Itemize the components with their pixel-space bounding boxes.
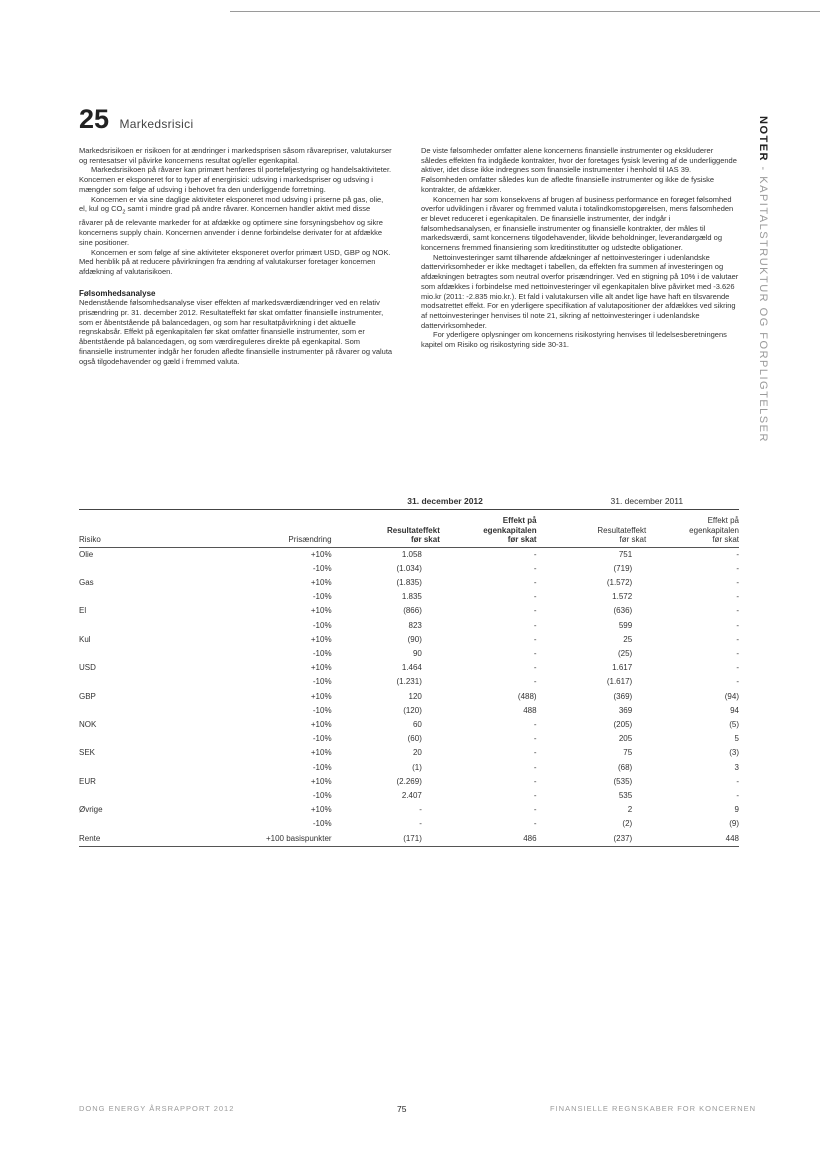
paragraph-text: samt i mindre grad på andre råvarer. Koncernen handler aktivt med disse råvarer på de relevante markeder for at afdække og optimere sine forsyningsbehov og sikre koncernens supply chain. Koncernen anvender i denne forbindelse derivater for at afdække sine positioner. (79, 204, 383, 247)
result-2011-cell: 75 (623, 748, 633, 758)
price-change-cell: -10% (312, 734, 332, 744)
result-2012-cell: - (419, 819, 422, 829)
result-2012-cell: 1.464 (401, 663, 422, 673)
risk-cell (79, 647, 186, 661)
result-2011-header: Resultateffekt før skat (555, 510, 655, 548)
risk-cell (79, 761, 186, 775)
risk-cell: El (79, 606, 87, 616)
equity-2012-cell: 488 (523, 705, 537, 715)
price-change-cell: +10% (310, 748, 332, 758)
price-change-cell: -10% (312, 705, 332, 715)
result-2012-cell: 1.058 (401, 549, 422, 559)
result-2011-cell: (1.572) (606, 577, 633, 587)
right-column (421, 146, 739, 350)
table-row (79, 775, 739, 789)
paragraph-text: Koncernen er via sine daglige aktiviteter eksponeret mod udsving i priserne på gas, olie, el, kul og CO (79, 194, 384, 214)
risk-header: Risiko (79, 510, 186, 548)
equity-2011-cell: (94) (724, 691, 739, 701)
table-row (79, 590, 739, 604)
equity-2012-cell: - (533, 719, 537, 729)
risk-cell: USD (79, 663, 96, 673)
price-change-cell: +10% (310, 663, 332, 673)
equity-2012-cell: - (533, 648, 537, 658)
result-2012-cell: (60) (407, 734, 422, 744)
price-change-cell: -10% (312, 762, 332, 772)
equity-2011-cell: (3) (729, 748, 739, 758)
equity-2011-header: Effekt på egenkapitalen før skat (654, 510, 739, 548)
table-row (79, 576, 739, 590)
result-2012-cell: (1.835) (396, 577, 422, 587)
result-2012-cell: 90 (412, 648, 422, 658)
result-2012-header: Resultateffekt før skat (336, 510, 448, 548)
equity-2011-cell: - (736, 577, 739, 587)
risk-cell: NOK (79, 719, 97, 729)
subheading: Følsomhedsanalyse (79, 288, 156, 298)
risk-cell: Olie (79, 549, 94, 559)
equity-2012-cell: - (533, 734, 537, 744)
left-column (79, 146, 393, 366)
equity-2011-cell: - (736, 563, 739, 573)
price-change-cell: -10% (312, 592, 332, 602)
equity-2011-cell: 9 (734, 805, 739, 815)
price-change-cell: +10% (310, 606, 332, 616)
table-row (79, 547, 739, 562)
equity-2011-cell: - (736, 620, 739, 630)
result-2011-cell: (535) (613, 776, 633, 786)
result-2012-cell: (1.231) (396, 677, 422, 687)
equity-2011-cell: - (736, 606, 739, 616)
price-change-cell: -10% (312, 790, 332, 800)
result-2011-cell: (25) (617, 648, 633, 658)
table-header-row (79, 510, 739, 548)
table-row (79, 817, 739, 831)
equity-2011-cell: (5) (729, 719, 739, 729)
equity-2012-cell: - (533, 606, 537, 616)
risk-cell: GBP (79, 691, 96, 701)
table-row (79, 789, 739, 803)
year-2012-header: 31. december 2012 (336, 493, 555, 510)
result-2012-cell: 1.835 (401, 592, 422, 602)
change-header: Prisændring (186, 510, 335, 548)
price-change-cell: -10% (312, 677, 332, 687)
side-tab (757, 116, 769, 443)
equity-2012-cell: - (533, 776, 537, 786)
equity-2012-cell: - (533, 663, 537, 673)
equity-2012-cell: (488) (517, 691, 537, 701)
price-change-cell: -10% (312, 620, 332, 630)
equity-2011-cell: - (736, 677, 739, 687)
equity-2011-cell: (9) (729, 819, 739, 829)
equity-2012-cell: - (533, 620, 537, 630)
footer-section-title: FINANSIELLE REGNSKABER FOR KONCERNEN (550, 1104, 757, 1113)
price-change-cell: -10% (312, 563, 332, 573)
equity-2012-cell: - (533, 677, 537, 687)
section-heading (79, 104, 193, 135)
equity-2012-cell: - (533, 762, 537, 772)
table-row (79, 746, 739, 760)
equity-2012-cell: 486 (448, 832, 555, 847)
result-2012-cell: 60 (412, 719, 422, 729)
equity-2012-cell: - (533, 634, 537, 644)
table-row (79, 633, 739, 647)
result-2012-cell: (120) (403, 705, 422, 715)
result-2011-cell: (719) (613, 563, 633, 573)
equity-2012-cell: - (533, 819, 537, 829)
result-2011-cell: 535 (618, 790, 633, 800)
table-row (79, 704, 739, 718)
equity-2011-cell: 5 (734, 734, 739, 744)
paragraph: Koncernen er som følge af sine aktiviteter eksponeret overfor primært USD, GBP og NOK. Med henblik på at reducere påvirkningen fra ændring af valutakurser foretager koncernen afdækning af valutarisikoen. (79, 247, 391, 276)
top-rule (230, 11, 820, 12)
result-2011-cell: (1.617) (606, 677, 633, 687)
table-row (79, 562, 739, 576)
table-row (79, 761, 739, 775)
result-2011-cell: 751 (618, 549, 633, 559)
table-row (79, 647, 739, 661)
equity-2012-cell: - (533, 549, 537, 559)
paragraph: De viste følsomheder omfatter alene koncernens finansielle instrumenter og ekskluderer således effekten fra indgåede kontrakter, hvor der foretages fysisk levering af de underliggende aktiver, idet disse ikke indregnes som finansielle instrumenter i henhold til IAS 39. Følsomheden omfatter således kun de afledte finansielle instrumenter og ikke de fysiske kontrakter, de afdækker. (421, 146, 737, 194)
risk-cell (79, 817, 186, 831)
table-row (79, 604, 739, 618)
result-2011-cell: 1.572 (612, 592, 633, 602)
result-2012-cell: 823 (408, 620, 422, 630)
result-2011-cell: (2) (622, 819, 633, 829)
price-change-cell: +10% (310, 805, 332, 815)
table-row (79, 661, 739, 675)
year-2011-header: 31. december 2011 (555, 493, 739, 510)
table-row (79, 832, 739, 847)
table-row (79, 803, 739, 817)
result-2012-cell: (90) (407, 634, 422, 644)
table-year-row (79, 493, 739, 510)
price-change-cell: +10% (310, 634, 332, 644)
result-2011-cell: 1.617 (612, 663, 633, 673)
risk-cell (79, 675, 186, 689)
equity-2011-cell: - (736, 592, 739, 602)
page-number: 75 (397, 1104, 407, 1114)
result-2011-cell: 369 (618, 705, 633, 715)
price-change-cell: +10% (310, 549, 332, 559)
table-row (79, 619, 739, 633)
risk-cell (79, 732, 186, 746)
equity-2011-cell: - (736, 776, 739, 786)
result-2011-cell: (237) (555, 832, 655, 847)
result-2012-cell: (866) (403, 606, 422, 616)
footer-report-title: DONG ENERGY ÅRSRAPPORT 2012 (79, 1104, 235, 1113)
equity-2011-cell: 448 (654, 832, 739, 847)
price-change-cell: +10% (310, 577, 332, 587)
table-row (79, 675, 739, 689)
paragraph: Nettoinvesteringer samt tilhørende afdækninger af nettoinvesteringer i udenlandske dattervirksomheder er ikke medtaget i tabellen, da effekten fra summen af investeringen og afdækningen betragtes som neutral overfor prisændringer. Ved en stigning på 10% i de valutaer som afdækkes i forbindelse med nettoinvesteringer vil egenkapitalen blive påvirket med -3.626 mio.kr (2011: -2.835 mio.kr.). Et fald i valutakursen ville alt andet lige have haft en tilsvarende modsatrettet effekt. For en yderligere specifikation af valutapositioner der afdækkes ved sikring af nettoinvesteringer henvises til note 21, sikring af nettoinvesteringer i udenlandske dattervirksomheder. (421, 252, 739, 330)
result-2011-cell: (205) (613, 719, 633, 729)
equity-2011-cell: - (736, 634, 739, 644)
price-change-cell: -10% (312, 648, 332, 658)
result-2012-cell: - (419, 805, 422, 815)
result-2011-cell: 2 (627, 805, 633, 815)
side-tab-light: - KAPITALSTRUKTUR OG FORPLIGTELSER (757, 162, 769, 443)
equity-2012-cell: - (533, 748, 537, 758)
result-2011-cell: 599 (618, 620, 633, 630)
equity-2011-cell: - (736, 790, 739, 800)
result-2011-cell: 205 (618, 734, 633, 744)
risk-cell (79, 562, 186, 576)
paragraph (79, 195, 393, 248)
risk-cell: Kul (79, 634, 91, 644)
equity-2012-cell: - (533, 790, 537, 800)
side-tab-strong: NOTER (757, 116, 769, 162)
result-2011-cell: (636) (613, 606, 633, 616)
risk-cell: SEK (79, 748, 96, 758)
result-2012-cell: (1.034) (396, 563, 422, 573)
risk-cell: Gas (79, 577, 94, 587)
paragraph: Nedenstående følsomhedsanalyse viser effekten af markedsværdiændringer ved en relativ prisændring pr. 31. december 2012. Resultateffekt før skat omfatter finansielle instrumenter, som er åbentstående på balancedagen, og som har resultatpåvirkning i det aktuelle regnskabsår. Effekt på egenkapitalen før skat omfatter finansielle instrumenter, som er åbentstående på balancedagen, og som værdireguleres direkte på egenkapital. Som finansielle instrumenter indgår her foruden afledte finansielle instrumenter på råvarer og valuta også tilgodehavender og gæld i fremmed valuta. (79, 298, 393, 366)
section-number: 25 (79, 104, 110, 134)
table-row (79, 732, 739, 746)
result-2012-cell: (171) (336, 832, 448, 847)
risk-cell (79, 590, 186, 604)
equity-2012-header: Effekt på egenkapitalen før skat (448, 510, 555, 548)
risk-cell: EUR (79, 776, 96, 786)
result-2011-cell: (68) (617, 762, 633, 772)
subscript: 2 (122, 209, 126, 216)
equity-2011-cell: - (736, 648, 739, 658)
equity-2011-cell: 3 (734, 762, 739, 772)
result-2011-cell: 25 (623, 634, 633, 644)
paragraph: Koncernen har som konsekvens af brugen af business performance en forøget følsomhed overfor udviklingen i råvarer og fremmed valuta i totalindkomstopgørelsen, mens følsomheden er blevet reduceret i egenkapitalen. De finansielle instrumenter, der indgår i følsomhedsanalysen, er finansielle instrumenter og finansielle kontrakter, der måles til markedsværdi, samt koncernens tilgodehavender, likvide beholdninger, leverandørgæld og koncernens fremmed finansiering som kreditinstitutter og udstedte obligationer. (421, 194, 734, 253)
paragraph: Markedsrisikoen på råvarer kan primært henføres til porteføljestyring og handelsaktiviteter. Koncernen er eksponeret for to typer af energirisici: udsving i markedspriser og udsving i mængder som følge af udsving i behovet fra den underliggende forretning. (79, 165, 392, 194)
risk-cell: Øvrige (79, 805, 103, 815)
paragraph: Markedsrisikoen er risikoen for at ændringer i markedsprisen såsom råvarepriser, valutakurser og rentesatser vil påvirke koncernens resultat og/eller egenkapital. (79, 146, 392, 165)
paragraph: For yderligere oplysninger om koncernens risikostyring henvises til ledelsesberetningens kapitel om Risiko og risikostyring side 30-31. (421, 330, 727, 350)
result-2012-cell: 2.407 (401, 790, 422, 800)
result-2012-cell: 20 (412, 748, 422, 758)
price-change-cell: -10% (312, 819, 332, 829)
result-2012-cell: (2.269) (396, 776, 422, 786)
price-change-cell: +10% (310, 691, 332, 701)
risk-cell (79, 789, 186, 803)
price-change-cell: +10% (310, 719, 332, 729)
price-change-cell: +100 basispunkter (186, 832, 335, 847)
equity-2012-cell: - (533, 563, 537, 573)
equity-2012-cell: - (533, 577, 537, 587)
risk-cell (79, 619, 186, 633)
sensitivity-table (79, 493, 739, 847)
equity-2011-cell: - (736, 549, 739, 559)
equity-2011-cell: - (736, 663, 739, 673)
result-2012-cell: 120 (408, 691, 422, 701)
table-row (79, 690, 739, 704)
equity-2012-cell: - (533, 805, 537, 815)
risk-cell (79, 704, 186, 718)
result-2012-cell: (1) (412, 762, 422, 772)
result-2011-cell: (369) (613, 691, 633, 701)
equity-2012-cell: - (533, 592, 537, 602)
risk-cell: Rente (79, 832, 186, 847)
section-title: Markedsrisici (119, 117, 194, 131)
price-change-cell: +10% (310, 776, 332, 786)
equity-2011-cell: 94 (730, 705, 739, 715)
table-row (79, 718, 739, 732)
